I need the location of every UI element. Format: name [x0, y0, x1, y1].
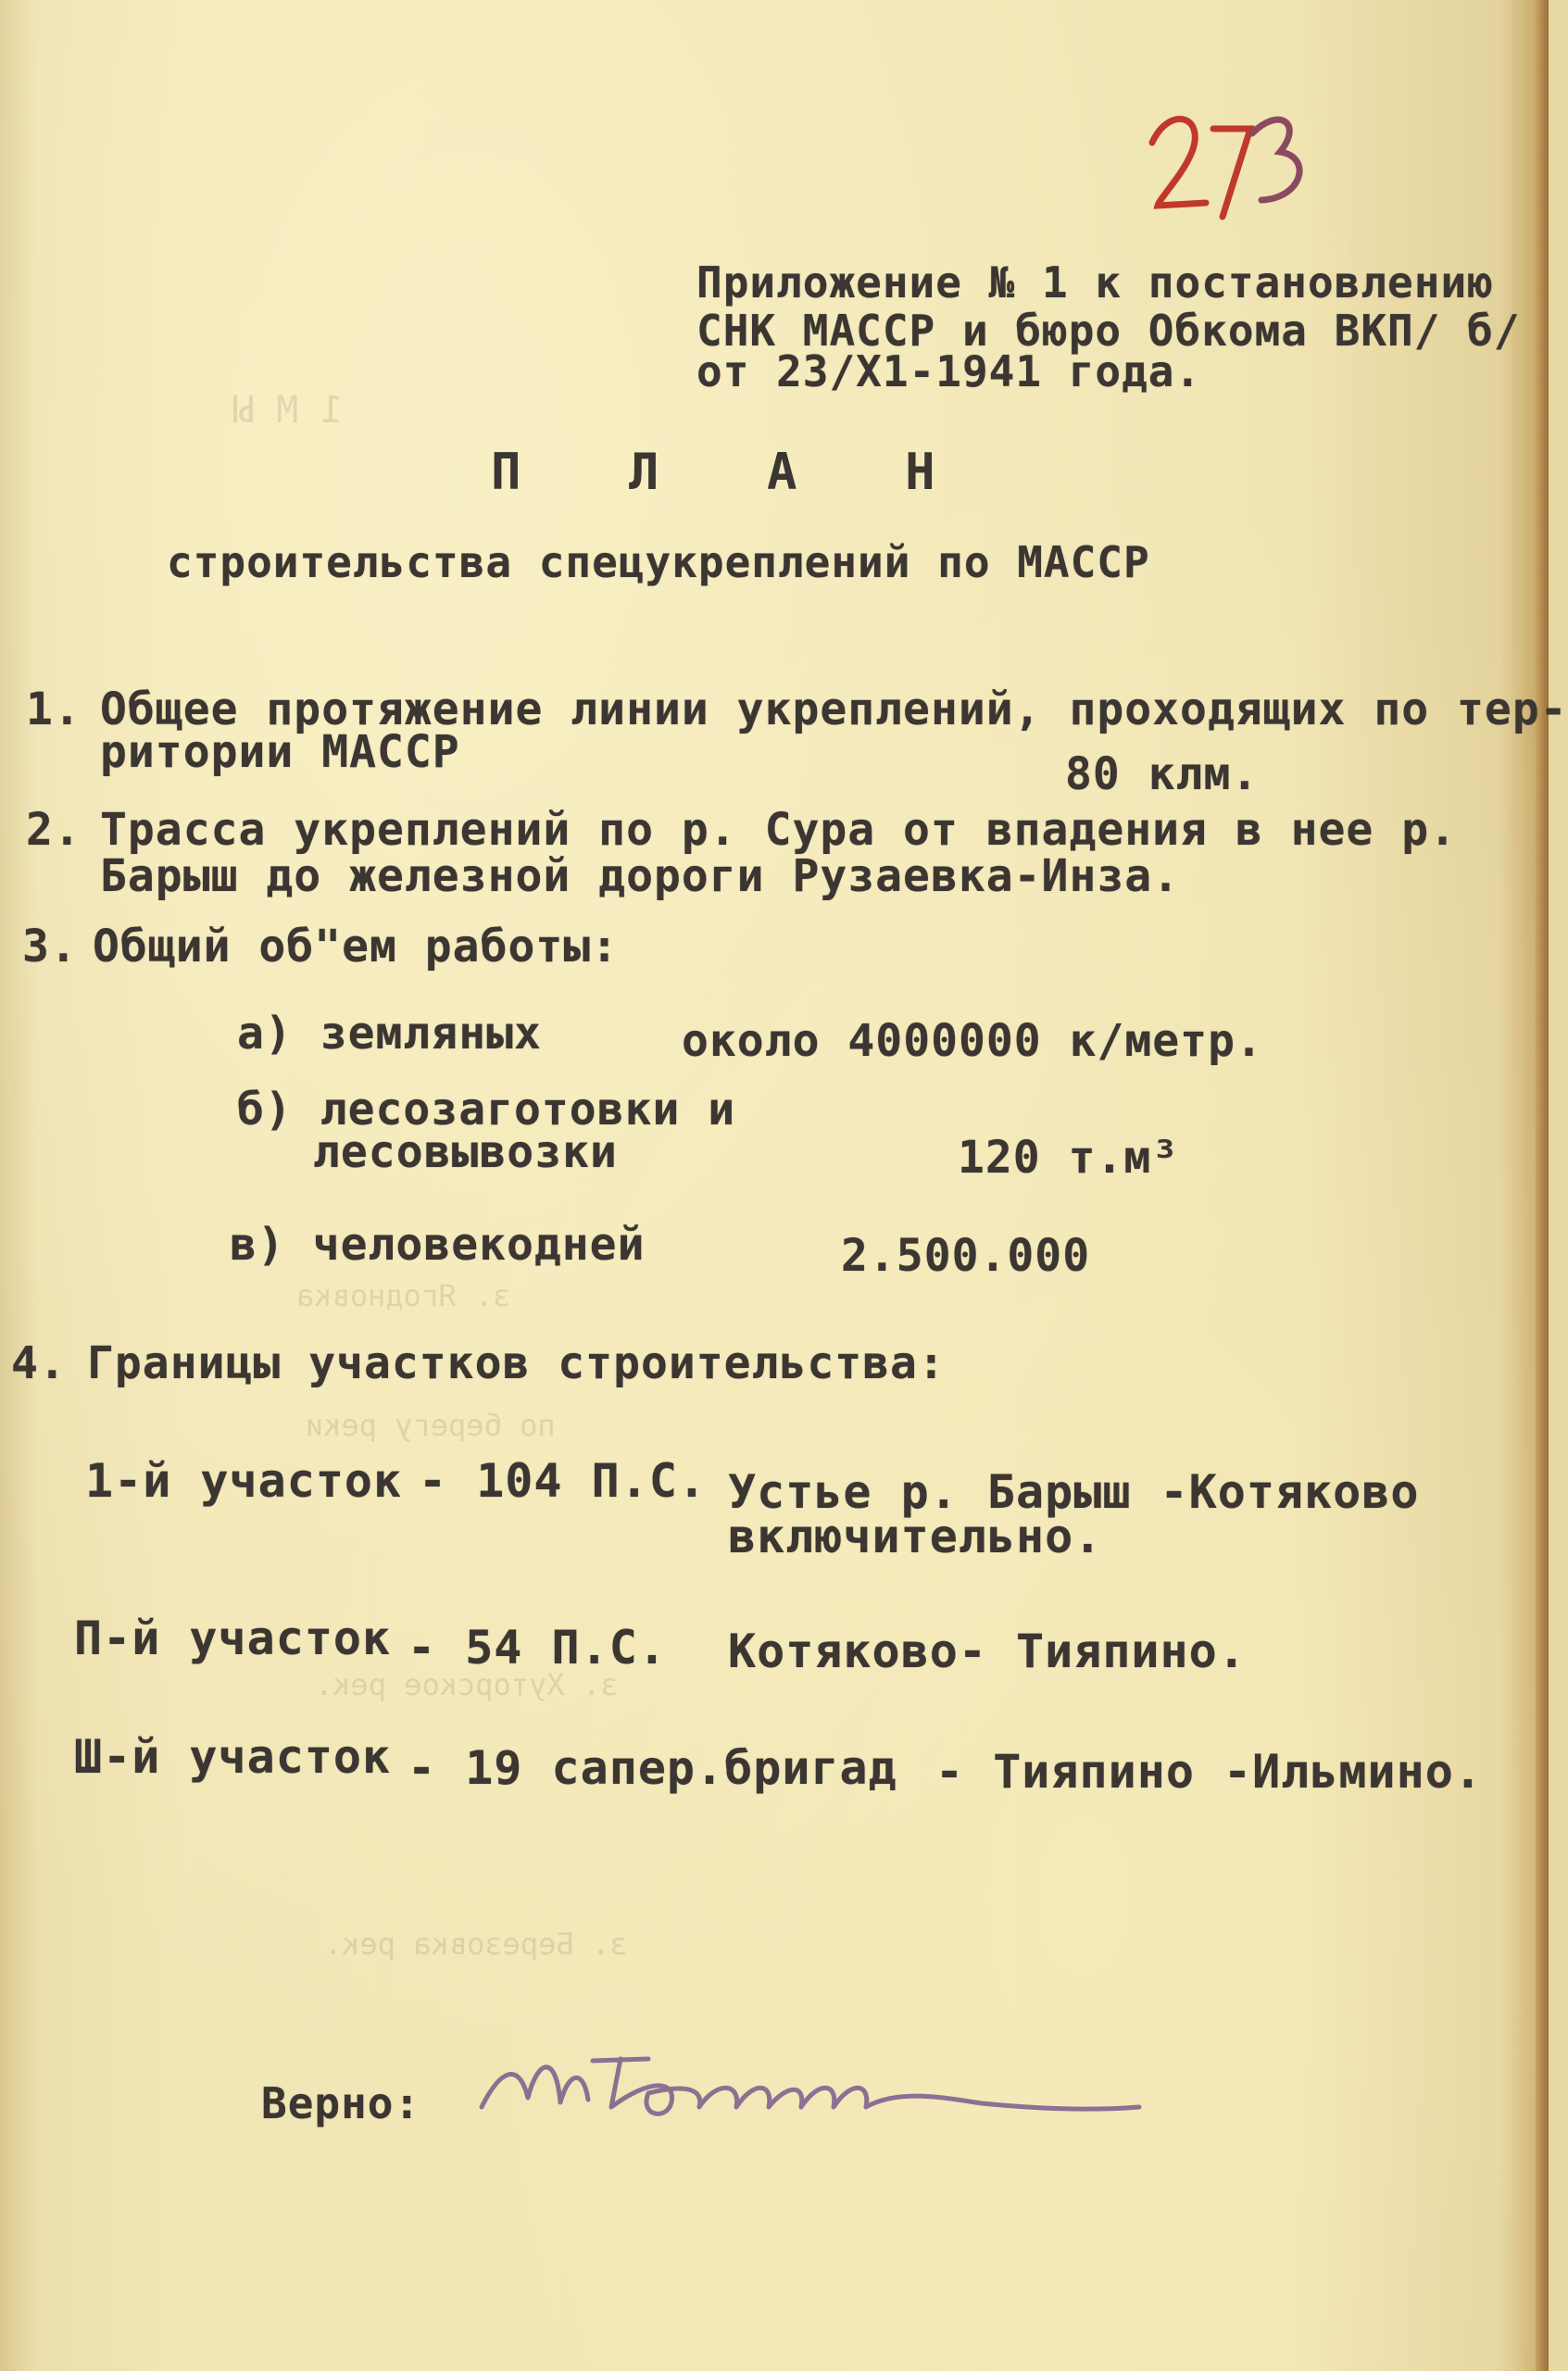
- subitem-c-label: в) человекодней: [230, 1219, 646, 1271]
- item-number: 1.: [26, 684, 82, 735]
- section-2-name: П-й участок: [74, 1612, 392, 1665]
- header-line-3: от 23/Х1-1941 года.: [696, 346, 1202, 396]
- section-2-route: Котяково- Тияпино.: [728, 1625, 1247, 1678]
- bleed-through: по берегу реки: [306, 1408, 556, 1443]
- item-3-line-1: Общий об"ем работы:: [93, 921, 620, 972]
- section-1-name: 1-й участок: [85, 1454, 403, 1508]
- item-2-line-2: Барыш до железной дороги Рузаевка-Инза.: [100, 850, 1181, 902]
- header-line-2: СНК МАССР и бюро Обкома ВКП/ б/: [696, 306, 1521, 356]
- item-number: 2.: [26, 804, 82, 856]
- subitem-b-label-2: лесовывозки: [313, 1126, 618, 1178]
- header-line-1: Приложение № 1 к постановлению: [696, 257, 1494, 307]
- item-number: 4.: [11, 1337, 67, 1389]
- page-number-stamp: [1141, 82, 1345, 245]
- item-4-line-1: Границы участков строительства:: [87, 1337, 946, 1389]
- bleed-through: 1 М Ы: [232, 389, 344, 432]
- section-1-route: Устье р. Барыш -Котяково: [728, 1465, 1420, 1519]
- bleed-through: з. Ягодновка: [296, 1278, 511, 1313]
- section-2-unit: - 54 П.С.: [408, 1621, 667, 1675]
- subitem-b-value: 120 т.м³: [958, 1132, 1180, 1184]
- section-3-name: Ш-й участок: [74, 1730, 392, 1784]
- section-3-unit: - 19 сапер.бригад: [408, 1741, 897, 1795]
- signature: [463, 2033, 1148, 2144]
- subitem-b-label: б) лесозаготовки и: [237, 1084, 736, 1135]
- page-number-text: 273: [1141, 82, 1168, 100]
- item-1-line-2: ритории МАССР: [100, 726, 460, 778]
- document-subtitle: строительства спецукреплений по МАССР: [167, 537, 1150, 587]
- section-1-unit: - 104 П.С.: [419, 1454, 708, 1508]
- subitem-c-value: 2.500.000: [841, 1230, 1091, 1282]
- item-1-value: 80 клм.: [1065, 748, 1260, 800]
- item-1-line-1: Общее протяжение линии укреплений, проходящих по тер-: [100, 684, 1568, 735]
- item-2-line-1: Трасса укреплений по р. Сура от впадения в нее р.: [100, 804, 1458, 856]
- subitem-a-value: около 4000000 к/метр.: [682, 1015, 1263, 1067]
- bleed-through: з. Хуторское рек.: [315, 1667, 619, 1702]
- document-title: П Л А Н: [491, 443, 974, 501]
- item-number: 3.: [22, 921, 78, 972]
- subitem-a-label: а) земляных: [237, 1008, 542, 1060]
- certified-label: Верно:: [261, 2078, 421, 2128]
- bleed-through: з. Березовка рек.: [324, 1926, 628, 1962]
- page-edge: [1536, 0, 1549, 2371]
- section-1-route-2: включительно.: [728, 1510, 1103, 1563]
- section-3-route: - Тияпино -Ильмино.: [935, 1745, 1483, 1799]
